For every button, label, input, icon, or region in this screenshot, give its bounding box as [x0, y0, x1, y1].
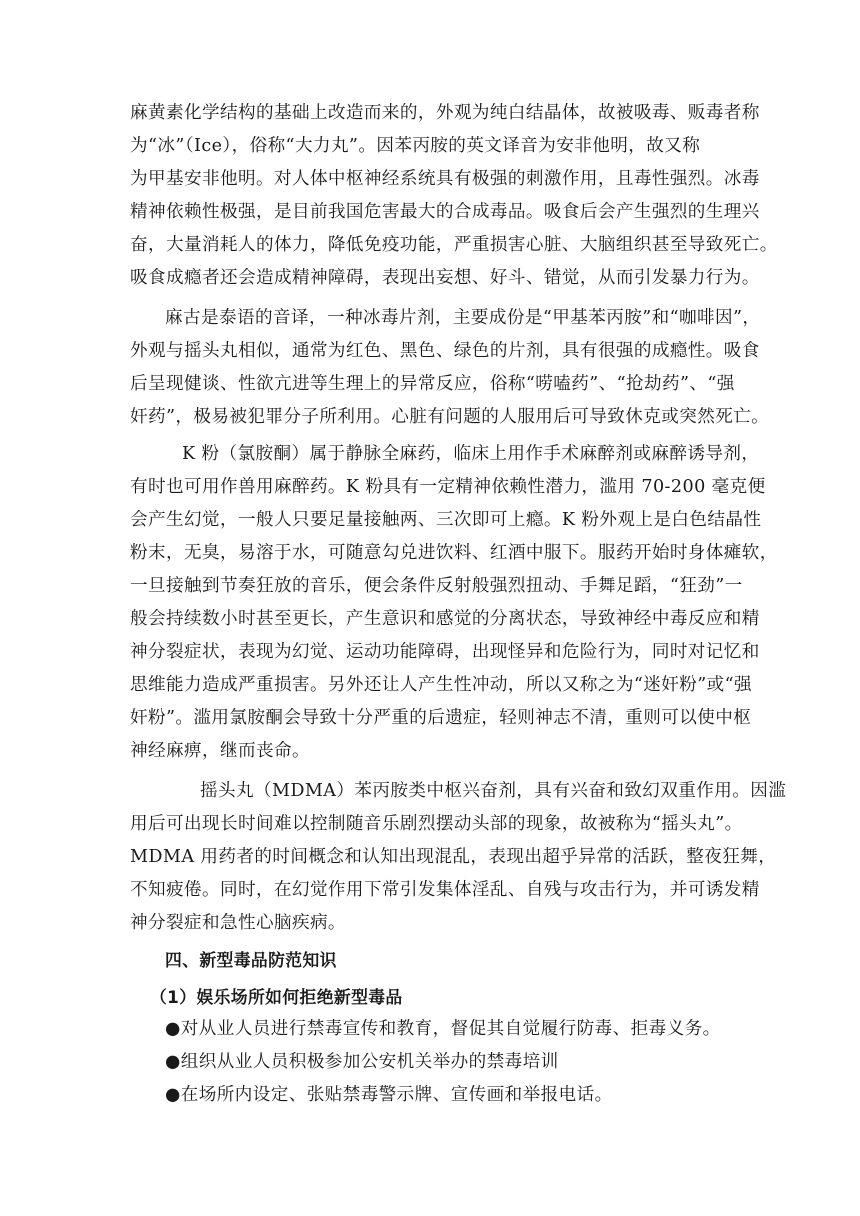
- text-line: 奋，大量消耗人的体力，降低免疫功能，严重损害心脏、大脑组织甚至导致死亡。: [130, 235, 778, 255]
- text-line: 奸粉”。滥用氯胺酮会导致十分严重的后遗症，轻则神志不清，重则可以使中枢: [130, 708, 752, 728]
- text-line: 外观与摇头丸相似，通常为红色、黑色、绿色的片剂，具有很强的成瘾性。吸食: [130, 341, 760, 361]
- text-line: 会产生幻觉，一般人只要足量接触两、三次即可上瘾。K 粉外观上是白色结晶性: [130, 510, 762, 530]
- text-line: 为“冰”（Ice），俗称“大力丸”。因苯丙胺的英文译音为安非他明，故又称: [130, 136, 701, 156]
- text-line: 用后可出现长时间难以控制随音乐剧烈摆动头部的现象，故被称为“摇头丸”。: [130, 814, 743, 834]
- text-line: 吸食成瘾者还会造成精神障碍，表现出妄想、好斗、错觉，从而引发暴力行为。: [130, 268, 760, 288]
- text-line: 为甲基安非他明。对人体中枢神经系统具有极强的刺激作用，且毒性强烈。冰毒: [130, 169, 760, 189]
- text-line: 思维能力造成严重损害。另外还让人产生性冲动，所以又称之为“迷奸粉”或“强: [130, 675, 752, 695]
- text-line: 后呈现健谈、性欲亢进等生理上的异常反应，俗称“唠嗑药”、“抢劫药”、“强: [130, 374, 735, 394]
- paragraph-first-line: K 粉（氯胺酮）属于静脉全麻药，临床上用作手术麻醉剂或麻醉诱导剂，: [182, 444, 760, 464]
- subsection-heading: （1）娱乐场所如何拒绝新型毒品: [150, 987, 403, 1007]
- text-line: MDMA 用药者的时间概念和认知出现混乱，表现出超乎异常的活跃，整夜狂舞，: [130, 847, 777, 867]
- text-line: 麻黄素化学结构的基础上改造而来的，外观为纯白结晶体，故被吸毒、贩毒者称: [130, 103, 760, 123]
- section-heading: 四、新型毒品防范知识: [165, 950, 337, 970]
- text-line: 有时也可用作兽用麻醉药。K 粉具有一定精神依赖性潜力，滥用 70-200 毫克便: [130, 477, 766, 497]
- text-line: 精神依赖性极强，是目前我国危害最大的合成毒品。吸食后会产生强烈的生理兴: [130, 202, 760, 222]
- bullet-item: ●对从业人员进行禁毒宣传和教育，督促其自觉履行防毒、拒毒义务。: [165, 1019, 721, 1039]
- paragraph-first-line: 麻古是泰语的音译，一种冰毒片剂，主要成份是“甲基苯丙胺”和“咖啡因”，: [165, 308, 761, 328]
- text-line: 粉末，无臭，易溶于水，可随意勾兑进饮料、红酒中服下。服药开始时身体瘫软，: [130, 543, 778, 563]
- text-line: 不知疲倦。同时，在幻觉作用下常引发集体淫乱、自残与攻击行为，并可诱发精: [130, 880, 760, 900]
- bullet-item: ●在场所内设定、张贴禁毒警示牌、宣传画和举报电话。: [165, 1085, 613, 1105]
- text-line: 奸药”，极易被犯罪分子所利用。心脏有问题的人服用后可导致休克或突然死亡。: [130, 407, 770, 427]
- bullet-item: ●组织从业人员积极参加公安机关举办的禁毒培训: [165, 1052, 559, 1072]
- text-line: 神经麻痹，继而丧命。: [130, 741, 310, 761]
- text-line: 神分裂症和急性心脑疾病。: [130, 913, 346, 933]
- text-line: 般会持续数小时甚至更长，产生意识和感觉的分离状态，导致神经中毒反应和精: [130, 609, 760, 629]
- text-line: 神分裂症状，表现为幻觉、运动功能障碍，出现怪异和危险行为，同时对记忆和: [130, 642, 760, 662]
- text-line: 一旦接触到节奏狂放的音乐，便会条件反射般强烈扭动、手舞足蹈，“狂劲”一: [130, 576, 743, 596]
- paragraph-first-line: 摇头丸（MDMA）苯丙胺类中枢兴奋剂，具有兴奋和致幻双重作用。因滥: [200, 781, 787, 801]
